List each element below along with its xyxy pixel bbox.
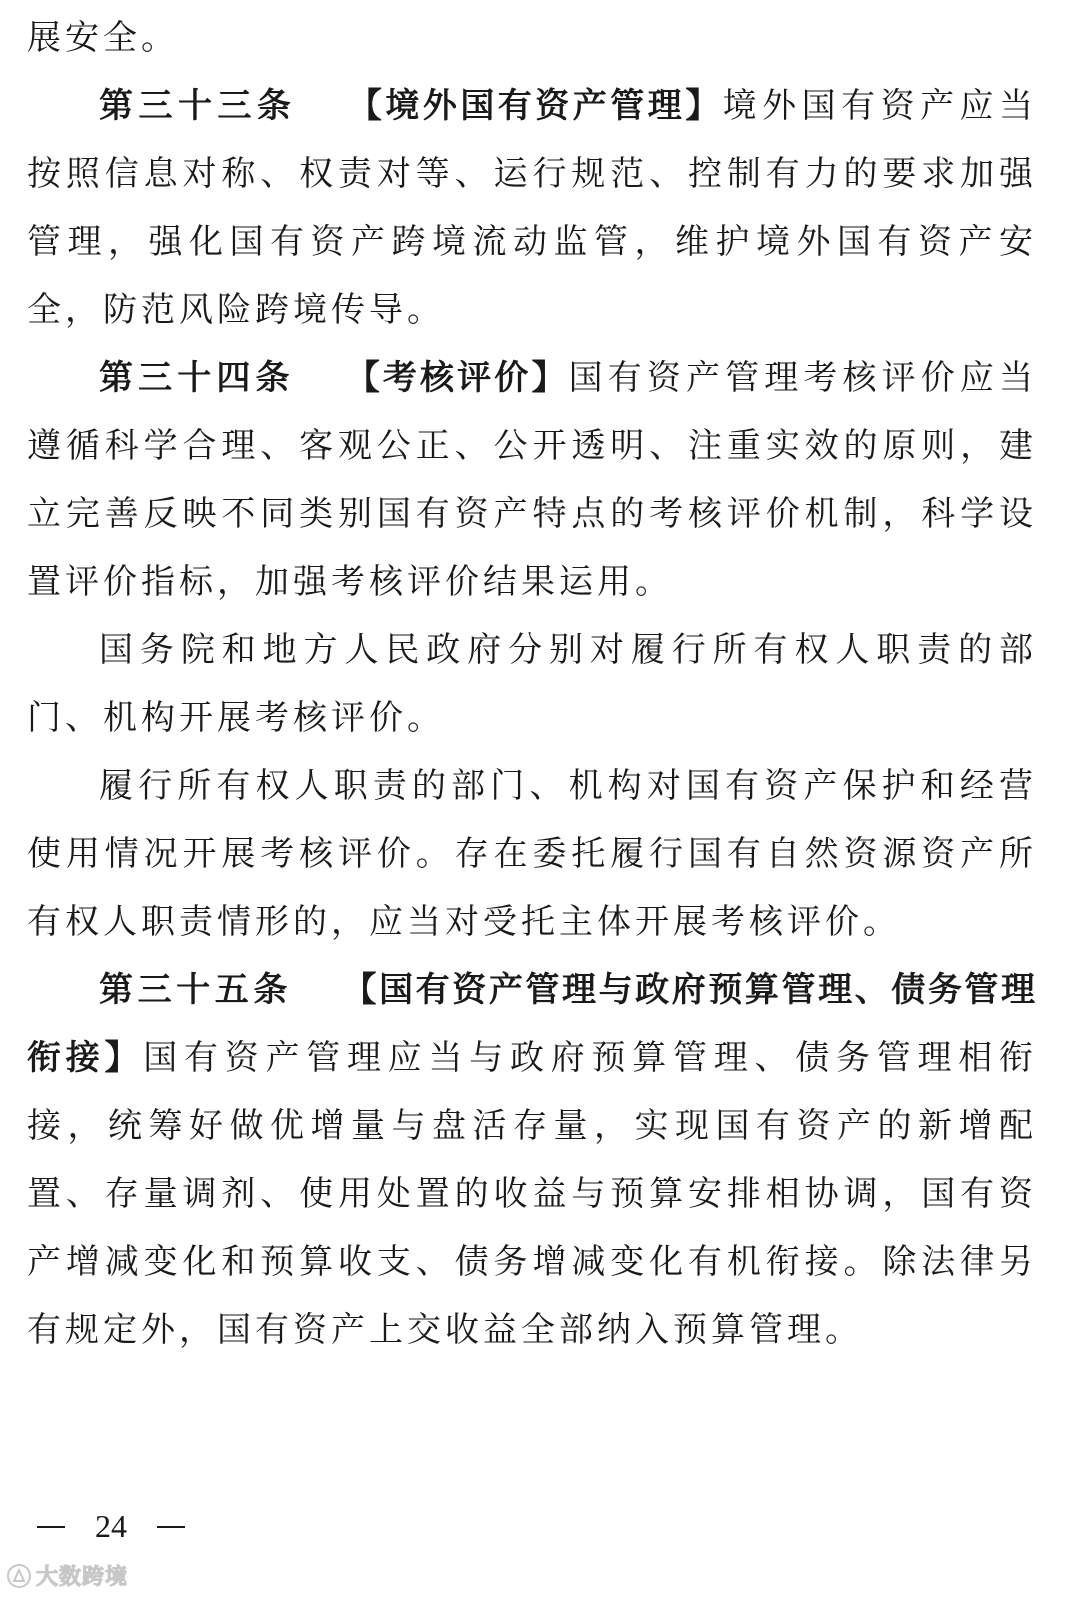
paragraph-text: 国务院和地方人民政府分别对履行所有权人职责的部门、机构开展考核评价。 (27, 630, 1037, 738)
footer-dash-left (37, 1526, 65, 1528)
article-text: 境外国有资产应当按照信息对称、权责对等、运行规范、控制有力的要求加强管理，强化国有资产跨境流动监管，维护境外国有资产安全，防范风险跨境传导。 (27, 86, 1038, 330)
rocket-logo-icon (6, 1563, 32, 1589)
article-text: 国有资产管理应当与政府预算管理、债务管理相衔接，统筹好做优增量与盘活存量，实现国有资产的新增配置、存量调剂、使用处置的收益与预算安排相协调，国有资产增减变化和预算收支、债务增减变化有机衔接。除法律另有规定外，国有资产上交收益全部纳入预算管理。 (27, 1038, 1037, 1350)
article-title: 【国有资产管理与政府预算管理、债务管理衔接】 (27, 970, 1038, 1078)
watermark-text: 大数跨境 (36, 1565, 129, 1590)
article-33 (27, 72, 1037, 344)
article-number: 第三十四条 (99, 358, 295, 398)
paragraph-text: 展安全。 (27, 18, 179, 58)
paragraph-continuation (27, 4, 1037, 72)
watermark (6, 1560, 128, 1591)
article-title: 【境外国有资产管理】 (346, 86, 723, 126)
article-number: 第三十五条 (99, 970, 292, 1010)
page-number: 24 (95, 1508, 127, 1544)
paragraph-text-block (27, 752, 1037, 956)
document-body (27, 4, 1037, 1364)
article-34 (27, 344, 1037, 616)
article-text: 国有资产管理考核评价应当遵循科学合理、客观公正、公开透明、注重实效的原则，建立完善反映不同类别国有资产特点的考核评价机制，科学设置评价指标，加强考核评价结果运用。 (27, 358, 1038, 602)
footer-dash-right (157, 1526, 185, 1528)
article-35 (27, 956, 1037, 1364)
article-title: 【考核评价】 (344, 358, 569, 398)
paragraph-text: 履行所有权人职责的部门、机构对国有资产保护和经营使用情况开展考核评价。存在委托履行国有自然资源资产所有权人职责情形的，应当对受托主体开展考核评价。 (27, 766, 1037, 942)
paragraph-text-block (27, 616, 1037, 752)
page-footer (37, 1508, 185, 1545)
article-number: 第三十三条 (99, 86, 297, 126)
